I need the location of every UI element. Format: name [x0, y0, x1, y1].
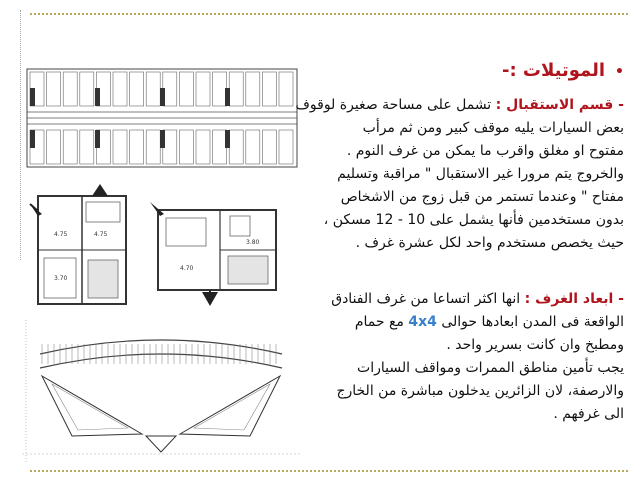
rooms-line-1: - ابعاد الغرف : انها اكثر اتساعا من غرف الفنادق	[331, 291, 624, 307]
room-plan-right	[150, 196, 282, 306]
reception-line-6: بدون مستخدمين فأنها يشمل على 10 - 12 مسكن ،	[323, 212, 624, 228]
rooms-line-3: ومطبخ وان كانت بسرير واحد .	[446, 337, 624, 353]
reception-line-2: بعض السيارات يليه موقف كبير ومن ثم مرأب	[362, 120, 624, 136]
rooms-line-6: الى غرفهم .	[553, 406, 624, 422]
slide-title	[324, 58, 624, 85]
dim-label-2: 4.75	[94, 231, 108, 238]
room-size-highlight: 4x4	[408, 314, 437, 330]
motel-site-plan	[22, 314, 300, 466]
dim-label-3: 3.70	[54, 275, 68, 282]
dim-label-4: 4.70	[180, 265, 194, 272]
left-divider	[20, 10, 21, 260]
motel-elevation-plan-strip	[26, 68, 298, 168]
dim-label-1: 4.75	[54, 231, 68, 238]
rooms-line-2: الواقعة فى المدن ابعادها حوالى 4x4 مع حمام	[354, 314, 624, 330]
room-dimensions-section	[304, 288, 624, 426]
reception-line-3: مفتوح او مغلق واقرب ما يمكن من غرف النوم .	[346, 143, 624, 159]
reception-line-7: حيث يخصص مستخدم واحد لكل عشرة غرف .	[355, 235, 624, 251]
rooms-label: - ابعاد الغرف :	[524, 291, 624, 307]
reception-line-1: - قسم الاستقبال : تشمل على مساحة صغيرة لوقوف	[295, 97, 624, 113]
title-text: الموتيلات :-	[501, 60, 606, 81]
dim-label-5: 3.80	[246, 239, 260, 246]
reception-line-4: والخروج يتم مرورا غير الاستقبال " مراقبة وتسليم	[337, 166, 624, 182]
rooms-line-4: يجب تأمين مناطق الممرات ومواقف السيارات	[357, 360, 624, 376]
reception-line-5: مفتاح " وعندما تستمر من قبل زوج من الاشخاص	[340, 189, 624, 205]
rooms-line-5: والارصفة، لان الزائرين يدخلون مباشرة من الخارج	[336, 383, 624, 399]
bottom-divider	[30, 470, 628, 472]
top-divider	[30, 13, 628, 15]
reception-label: - قسم الاستقبال :	[495, 97, 624, 113]
room-plan-left	[28, 184, 138, 308]
bullet-icon: •	[615, 64, 624, 80]
reception-section	[294, 94, 624, 255]
